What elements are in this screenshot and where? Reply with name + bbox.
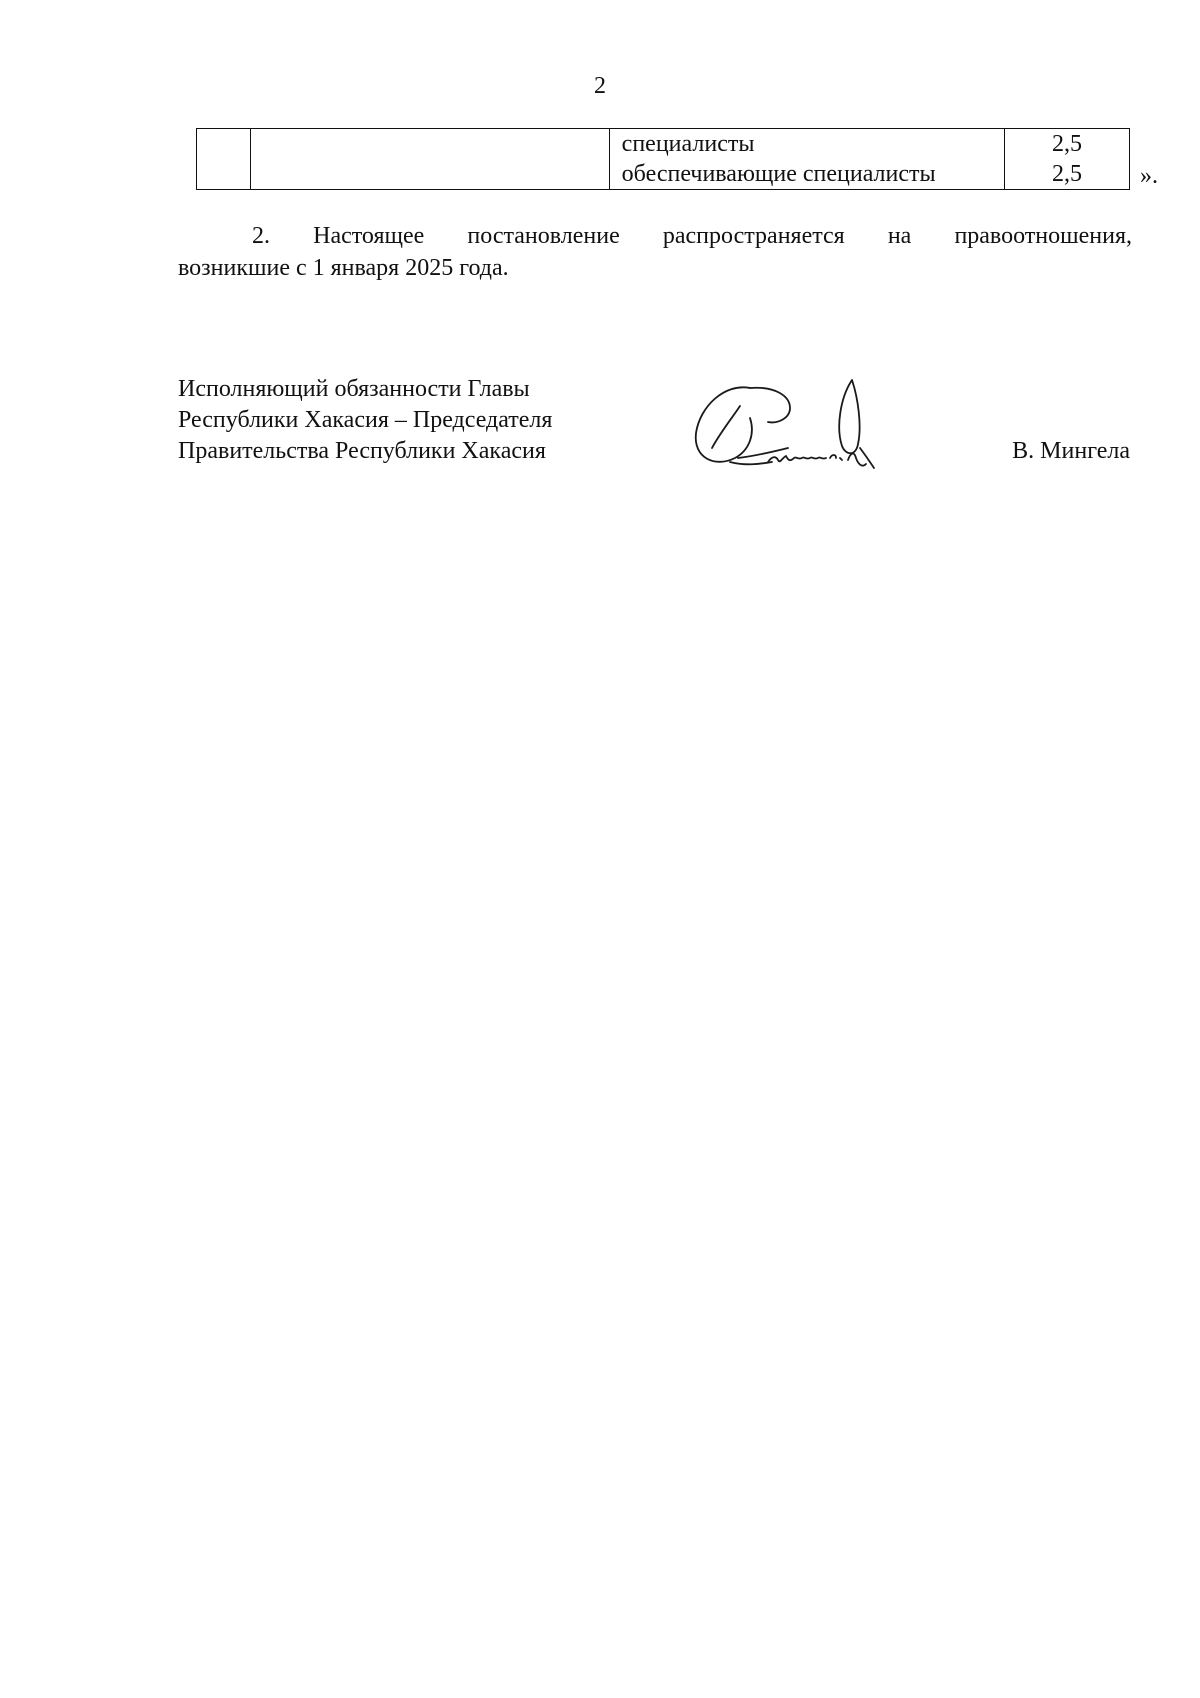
paragraph-2: [178, 220, 1132, 284]
paragraph-word: Настоящее: [313, 223, 425, 249]
value-line: 2,5: [1052, 131, 1083, 157]
paragraph-number: 2.: [252, 223, 270, 249]
handwritten-signature-icon: [690, 378, 910, 488]
closing-quote: ».: [1140, 163, 1158, 189]
table-cell-category: [609, 129, 1004, 190]
table-cell-empty-1: [197, 129, 251, 190]
paragraph-word: распространяется: [662, 223, 845, 249]
paragraph-word: на: [887, 223, 912, 249]
position-line: Правительства Республики Хакасия: [178, 438, 546, 464]
table-cell-empty-2: [250, 129, 609, 190]
position-line: Республики Хакасия – Председателя: [178, 407, 553, 433]
category-line: специалисты: [621, 131, 755, 157]
paragraph-word: правоотношения,: [954, 223, 1132, 249]
signatory-position: [178, 374, 552, 467]
table-row: [197, 129, 1130, 190]
table-cell-value: [1005, 129, 1130, 190]
continuation-table: [196, 128, 1130, 190]
category-line: обеспечивающие специалисты: [621, 161, 936, 187]
paragraph-line: [178, 220, 1132, 252]
paragraph-line: возникшие с 1 января 2025 года.: [178, 255, 509, 281]
signer-name: В. Мингела: [1012, 438, 1130, 464]
page-number: 2: [594, 73, 606, 99]
position-line: Исполняющий обязанности Главы: [178, 376, 530, 402]
paragraph-word: постановление: [467, 223, 620, 249]
value-line: 2,5: [1052, 161, 1083, 187]
